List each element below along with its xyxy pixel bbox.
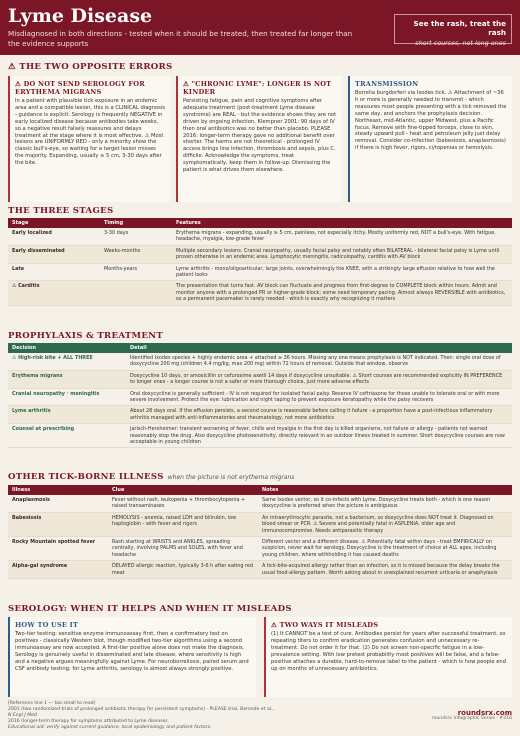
table-cell: Identified Ixodes species + highly endemic area + attached ≥ 36 hours. Missing any one means prophylaxis is NOT indicated. Then: single oral dose of doxycycline 200 mg (children 4.4 mg/kg, max 200 mg) within 72 hours of removal. Outside that window, observe	[126, 353, 512, 370]
table-row	[8, 245, 512, 263]
table-row	[8, 537, 512, 561]
table-row	[8, 388, 512, 406]
table-cell: Early localized	[8, 228, 100, 245]
column-header: Decision	[8, 343, 126, 353]
table-row	[8, 370, 512, 388]
page-subtitle: Misdiagnosed in both directions - tested when it should be treated, then treated far longer than the evidence supports	[8, 29, 353, 48]
table-cell: Rocky Mountain spotted fever	[8, 537, 108, 561]
section-title-other	[0, 472, 302, 482]
table-row	[8, 495, 512, 512]
column-header: Timing	[100, 218, 172, 228]
callout-title: See the rash, treat the rash	[413, 19, 506, 37]
table-cell: An intraerythrocytic parasite, not a bacterium, so doxycycline does NOT treat it. Diagnosed on blood smear or PCR. ⚠ Severe and potentially fatal in ASPLENIA, older age and immunocompromise. Needs antiparasitic therapy	[258, 512, 512, 536]
table-cell: ⚠ Carditis	[8, 281, 100, 305]
table-cell: Doxycycline 10 days, or amoxicillin or cefuroxime axetil 14 days if doxycycline unsuitable. ⚠ Short courses are recommended explicitly IN PREFERENCE to longer ones - a longer course is not a safer or more thorough choice, just more adverse effects	[126, 370, 512, 388]
panel-body: (1) It CANNOT be a test of cure. Antibodies persist for years after successful treatment, so repeating titers to confirm eradication generates confusion and unnecessary re-treatment. Do not order it for that. (2) Do not screen non-specific fatigue in a low-prevalence setting. With low pretest probability most positives will be false, and a false-positive attaches a durable, hard-to-remove label to the patient - which is how people end up on months of unnecessary antibiotics.	[271, 631, 507, 672]
table-cell: Different vector and a different disease. ⚠ Potentially fatal within days - treat EMPIRICALLY on suspicion, never wait for serology. Doxycycline is the treatment of choice at ALL ages, including young children, where withholding it has caused deaths	[258, 537, 512, 561]
table-row	[8, 353, 512, 370]
callout-subtitle: short courses, not long ones	[415, 39, 506, 47]
section-title-text: OTHER TICK-BORNE ILLNESS	[8, 472, 164, 482]
table-row	[8, 406, 512, 424]
table-cell: Months-years	[100, 263, 172, 281]
panel-title: TRANSMISSION	[355, 80, 419, 88]
table-cell: Alpha-gal syndrome	[8, 561, 108, 579]
column-header: Clue	[108, 485, 258, 495]
table-cell: Multiple secondary lesions. Cranial neuropathy, usually facial palsy and notably often BILATERAL - bilateral facial palsy is Lyme until proven otherwise in an endemic area. Lymphocytic meningitis, radiculopathy, carditis with AV block	[172, 245, 512, 263]
header-banner	[0, 0, 520, 55]
table-cell: About 28 days oral. If the effusion persists, a second course is reasonable before calling it failure - a proportion have a post-infectious inflammatory arthritis managed with anti-inflammatories and rheumatology, not more antibiotics	[126, 406, 512, 424]
table-row	[8, 263, 512, 281]
table-cell: Oral doxycycline is generally sufficient - IV is not required for isolated facial palsy. Reserve IV ceftriaxone for those unable to tolerate oral or with more severe involvement. Protect the eye: lubrication and night taping to prevent exposure keratopathy while the palsy recovers	[126, 388, 512, 406]
footer-reference: 2001 (two randomized trials of prolonged antibiotic therapy for persistent symptoms) · PLEASE trial, Berende et al.,	[8, 707, 274, 712]
panel-title: ⚠ DO NOT SEND SEROLOGY FOR ERYTHEMA MIGRANS	[15, 80, 145, 96]
stages-table	[8, 218, 512, 306]
table-cell: Same Ixodes vector, so it co-infects with Lyme. Doxycycline treats both - which is one reason doxycycline is preferred when the picture is ambiguous	[258, 495, 512, 512]
column-header: Detail	[126, 343, 512, 353]
table-cell: Babesiosis	[8, 512, 108, 536]
panel-body: In a patient with plausible tick exposure in an endemic area and a compatible lesion, this is a CLINICAL diagnosis - guidance is explicit. Serology is frequently NEGATIVE in early localized disease because antibodies take weeks, so a negative result falsely reassures and delays treatment at the stage where it is most effective. ⚠ Most lesions are UNIFORMLY RED - only a minority show the classic bull's-eye, so waiting for a target lesion misses the majority. Expanding, usually ≥ 5 cm, 3-30 days after the bite.	[15, 98, 166, 167]
table-cell: HEMOLYSIS - anemia, raised LDH and bilirubin, low haptoglobin - with fever and rigors	[108, 512, 258, 536]
section-title-stages: THE THREE STAGES	[8, 206, 114, 216]
other-illness-table	[8, 485, 512, 579]
table-cell: The presentation that turns fast. AV block can fluctuate and progress from first-degree to COMPLETE block within hours. Admit and monitor anyone with a prolonged PR or higher-grade block; some need temporary pacing. Almost always REVERSIBLE with antibiotics, so a permanent pacemaker is rarely needed - which is exactly why recognizing it matters	[172, 281, 512, 305]
transmission-panel	[348, 76, 512, 202]
table-cell: Fever without rash, leukopenia + thrombocytopenia + raised transaminases	[108, 495, 258, 512]
column-header: Stage	[8, 218, 100, 228]
table-row	[8, 424, 512, 448]
footer-reference: 2016 (longer-term therapy for symptoms attributed to Lyme disease).	[8, 719, 169, 724]
column-header: Illness	[8, 485, 108, 495]
table-cell: Erythema migrans	[8, 370, 126, 388]
panel-title: HOW TO USE IT	[15, 621, 79, 629]
table-cell: Counsel at prescribing	[8, 424, 126, 448]
panel-title: ⚠ TWO WAYS IT MISLEADS	[271, 621, 379, 629]
table-cell: Weeks-months	[100, 245, 172, 263]
panel-body: Two-tier testing: sensitive enzyme immunoassay first, then a confirmatory test on positives - classically Western blot, though modified two-tier algorithms using a second immunoassay are now accepted. A first-tier positive alone does not make the diagnosis. Serology is genuinely useful in disseminated and late disease, where sensitivity is high and a negative argues meaningfully against Lyme. For neuroborreliosis, paired serum and CSF antibody testing; for Lyme arthritis, serology is almost always strongly positive.	[15, 631, 249, 672]
table-header-row	[8, 218, 512, 228]
callout-box	[394, 14, 512, 47]
table-cell: DELAYED allergic reaction, typically 3-6 h after eating red meat	[108, 561, 258, 579]
section-title-errors: ⚠ THE TWO OPPOSITE ERRORS	[8, 62, 173, 72]
table-cell: Late	[8, 263, 100, 281]
table-cell: Lyme arthritis - mono/oligoarticular, large joints, overwhelmingly the KNEE, with a strikingly large effusion relative to how well the patient looks	[172, 263, 512, 281]
page-title: Lyme Disease	[8, 5, 153, 27]
table-row	[8, 561, 512, 579]
brand-url[interactable]: roundsrx.com	[457, 709, 512, 717]
table-row	[8, 512, 512, 536]
footer-brand	[432, 710, 512, 722]
prophylaxis-table	[8, 343, 512, 448]
table-cell: Lyme arthritis	[8, 406, 126, 424]
table-cell: ⚠ High-risk bite + ALL THREE	[8, 353, 126, 370]
table-cell	[100, 281, 172, 305]
table-cell: Jarisch-Herxheimer: transient worsening of fever, chills and myalgia in the first day is killed organisms, not failure or allergy - patients not warned reasonably stop the drug. Also doxycycline photosensitivity, directly relevant in an outdoor illness treated in summer. Short doxycycline courses are now acceptable in young children	[126, 424, 512, 448]
footer	[0, 698, 520, 736]
panel-title: ⚠ "CHRONIC LYME": LONGER IS NOT KINDER	[183, 80, 332, 96]
footer-reference: [Reference line 1 — too small to read]	[8, 701, 96, 706]
table-cell: Anaplasmosis	[8, 495, 108, 512]
column-header: Notes	[258, 485, 512, 495]
panel-body: Borrelia burgdorferi via Ixodes tick. ⚠ Attachment of ~36 h or more is generally needed to transmit - which reassures most people presenting with a tick removed the same day, and anchors the prophylaxis decision. Northeast, mid-Atlantic, upper Midwest, plus a Pacific focus. Remove with fine-tipped forceps, close to skin, steady upward pull - heat and petroleum jelly just delay removal. Consider co-infection (babesiosis, anaplasmosis) if there is high fever, rigors, cytopenias or hemolysis.	[355, 90, 507, 152]
table-header-row	[8, 343, 512, 353]
panel-body: Persisting fatigue, pain and cognitive symptoms after adequate treatment (post-treatment Lyme disease syndrome) are REAL - but the evidence shows they are not driven by ongoing infection. Klempner 2001: 90 days of IV then oral antibiotics was no better than placebo. PLEASE 2016: longer-term therapy gave no additional benefit over shorter. The harms are not theoretical - prolonged IV access brings line infection, thrombosis and sepsis, plus C. difficile. Acknowledge the symptoms, treat symptomatically, keep them in follow-up. Dismissing the patient is what drives them elsewhere.	[183, 98, 337, 174]
series-label: roundsrx Infographic Series · #216	[431, 716, 512, 721]
footer-reference: N Engl J Med	[8, 713, 37, 718]
table-row	[8, 281, 512, 305]
section-title-serology: SEROLOGY: WHEN IT HELPS AND WHEN IT MISLEADS	[8, 604, 292, 614]
table-row	[8, 228, 512, 245]
column-header: Features	[172, 218, 512, 228]
section-title-prophylaxis: PROPHYLAXIS & TREATMENT	[8, 331, 164, 341]
table-cell: A tick-bite-acquired allergy rather than an infection, so it is missed because the delay breaks the usual food-allergy pattern. Worth asking about in unexplained recurrent urticaria or anaphylaxis	[258, 561, 512, 579]
error-panel-serology	[8, 76, 170, 202]
section-note: when the picture is not erythema migrans	[167, 474, 295, 481]
serology-misleads-panel	[264, 617, 512, 697]
table-cell: Early disseminated	[8, 245, 100, 263]
table-cell: Rash starting at WRISTS and ANKLES, spreading centrally, involving PALMS and SOLES, with fever and headache	[108, 537, 258, 561]
serology-howto-panel	[8, 617, 256, 697]
footer-disclaimer: Educational aid: verify against current guidance, local epidemiology and patient factors.	[8, 725, 212, 730]
table-header-row	[8, 485, 512, 495]
error-panel-chronic-lyme	[176, 76, 342, 202]
table-cell: 3-30 days	[100, 228, 172, 245]
table-cell: Cranial neuropathy · meningitis	[8, 388, 126, 406]
table-cell: Erythema migrans - expanding, usually ≥ 5 cm, painless, not especially itchy. Mostly uniformly red, NOT a bull's-eye. With fatigue, headache, myalgia, low-grade fever	[172, 228, 512, 245]
